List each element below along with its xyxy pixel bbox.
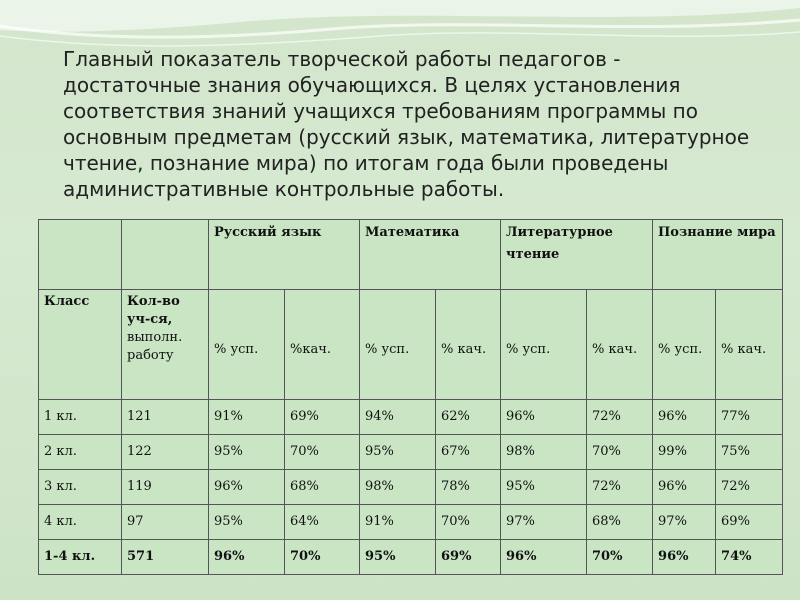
value-cell: 96%: [653, 400, 716, 435]
value-cell: 94%: [360, 400, 436, 435]
value-cell: 95%: [360, 435, 436, 470]
class-cell: 4 кл.: [39, 505, 122, 540]
count-cell: 121: [122, 400, 209, 435]
results-table: [38, 219, 783, 575]
value-cell: 68%: [587, 505, 653, 540]
value-cell: 99%: [653, 435, 716, 470]
value-cell: 95%: [360, 540, 436, 575]
value-cell: 67%: [436, 435, 501, 470]
value-cell: 69%: [285, 400, 360, 435]
value-cell: 96%: [653, 470, 716, 505]
count-cell: 97: [122, 505, 209, 540]
value-cell: 97%: [653, 505, 716, 540]
value-cell: 62%: [436, 400, 501, 435]
value-cell: 77%: [716, 400, 783, 435]
count-cell: 571: [122, 540, 209, 575]
pct-header: % усп.: [209, 290, 285, 400]
value-cell: 69%: [436, 540, 501, 575]
value-cell: 97%: [501, 505, 587, 540]
empty-header-cell: [39, 220, 122, 290]
value-cell: 91%: [360, 505, 436, 540]
table-body: [39, 400, 783, 575]
empty-header-cell: [122, 220, 209, 290]
value-cell: 96%: [501, 400, 587, 435]
value-cell: 96%: [653, 540, 716, 575]
count-cell: 122: [122, 435, 209, 470]
count-header-main: Кол-во уч-ся,: [127, 294, 180, 327]
subject-reading: Литературное чтение: [501, 220, 653, 290]
subject-header-row: [39, 220, 783, 290]
value-cell: 64%: [285, 505, 360, 540]
value-cell: 70%: [587, 435, 653, 470]
class-cell: 3 кл.: [39, 470, 122, 505]
table-row: [39, 470, 783, 505]
subject-world: Познание мира: [653, 220, 783, 290]
value-cell: 95%: [209, 435, 285, 470]
value-cell: 69%: [716, 505, 783, 540]
value-cell: 72%: [587, 400, 653, 435]
table-row: [39, 435, 783, 470]
pct-header: % усп.: [653, 290, 716, 400]
pct-header: % кач.: [587, 290, 653, 400]
value-cell: 72%: [587, 470, 653, 505]
count-header-sub: выполн. работу: [127, 330, 183, 363]
value-cell: 70%: [436, 505, 501, 540]
pct-header: % кач.: [436, 290, 501, 400]
class-cell: 1-4 кл.: [39, 540, 122, 575]
intro-paragraph: Главный показатель творческой работы педагогов - достаточные знания обучающихся. В целях установления соответствия знаний учащихся требованиям программы по основным предметам (русский язык, математика, литературное чтение, познание мира) по итогам года были проведены административные контрольные работы.: [63, 47, 750, 201]
value-cell: 98%: [501, 435, 587, 470]
pct-header: % усп.: [360, 290, 436, 400]
class-header: Класс: [39, 290, 122, 400]
subject-russian: Русский язык: [209, 220, 360, 290]
pct-header: %кач.: [285, 290, 360, 400]
value-cell: 96%: [501, 540, 587, 575]
value-cell: 96%: [209, 470, 285, 505]
count-header: [122, 290, 209, 400]
value-cell: 74%: [716, 540, 783, 575]
pct-header: % усп.: [501, 290, 587, 400]
subject-math: Математика: [360, 220, 501, 290]
value-cell: 70%: [285, 435, 360, 470]
value-cell: 95%: [501, 470, 587, 505]
value-cell: 98%: [360, 470, 436, 505]
value-cell: 96%: [209, 540, 285, 575]
value-cell: 91%: [209, 400, 285, 435]
value-cell: 68%: [285, 470, 360, 505]
table-row: [39, 400, 783, 435]
pct-header: % кач.: [716, 290, 783, 400]
class-cell: 2 кл.: [39, 435, 122, 470]
total-row: [39, 540, 783, 575]
class-cell: 1 кл.: [39, 400, 122, 435]
count-cell: 119: [122, 470, 209, 505]
value-cell: 70%: [587, 540, 653, 575]
column-header-row: [39, 290, 783, 400]
value-cell: 75%: [716, 435, 783, 470]
table-row: [39, 505, 783, 540]
value-cell: 95%: [209, 505, 285, 540]
value-cell: 78%: [436, 470, 501, 505]
value-cell: 72%: [716, 470, 783, 505]
value-cell: 70%: [285, 540, 360, 575]
